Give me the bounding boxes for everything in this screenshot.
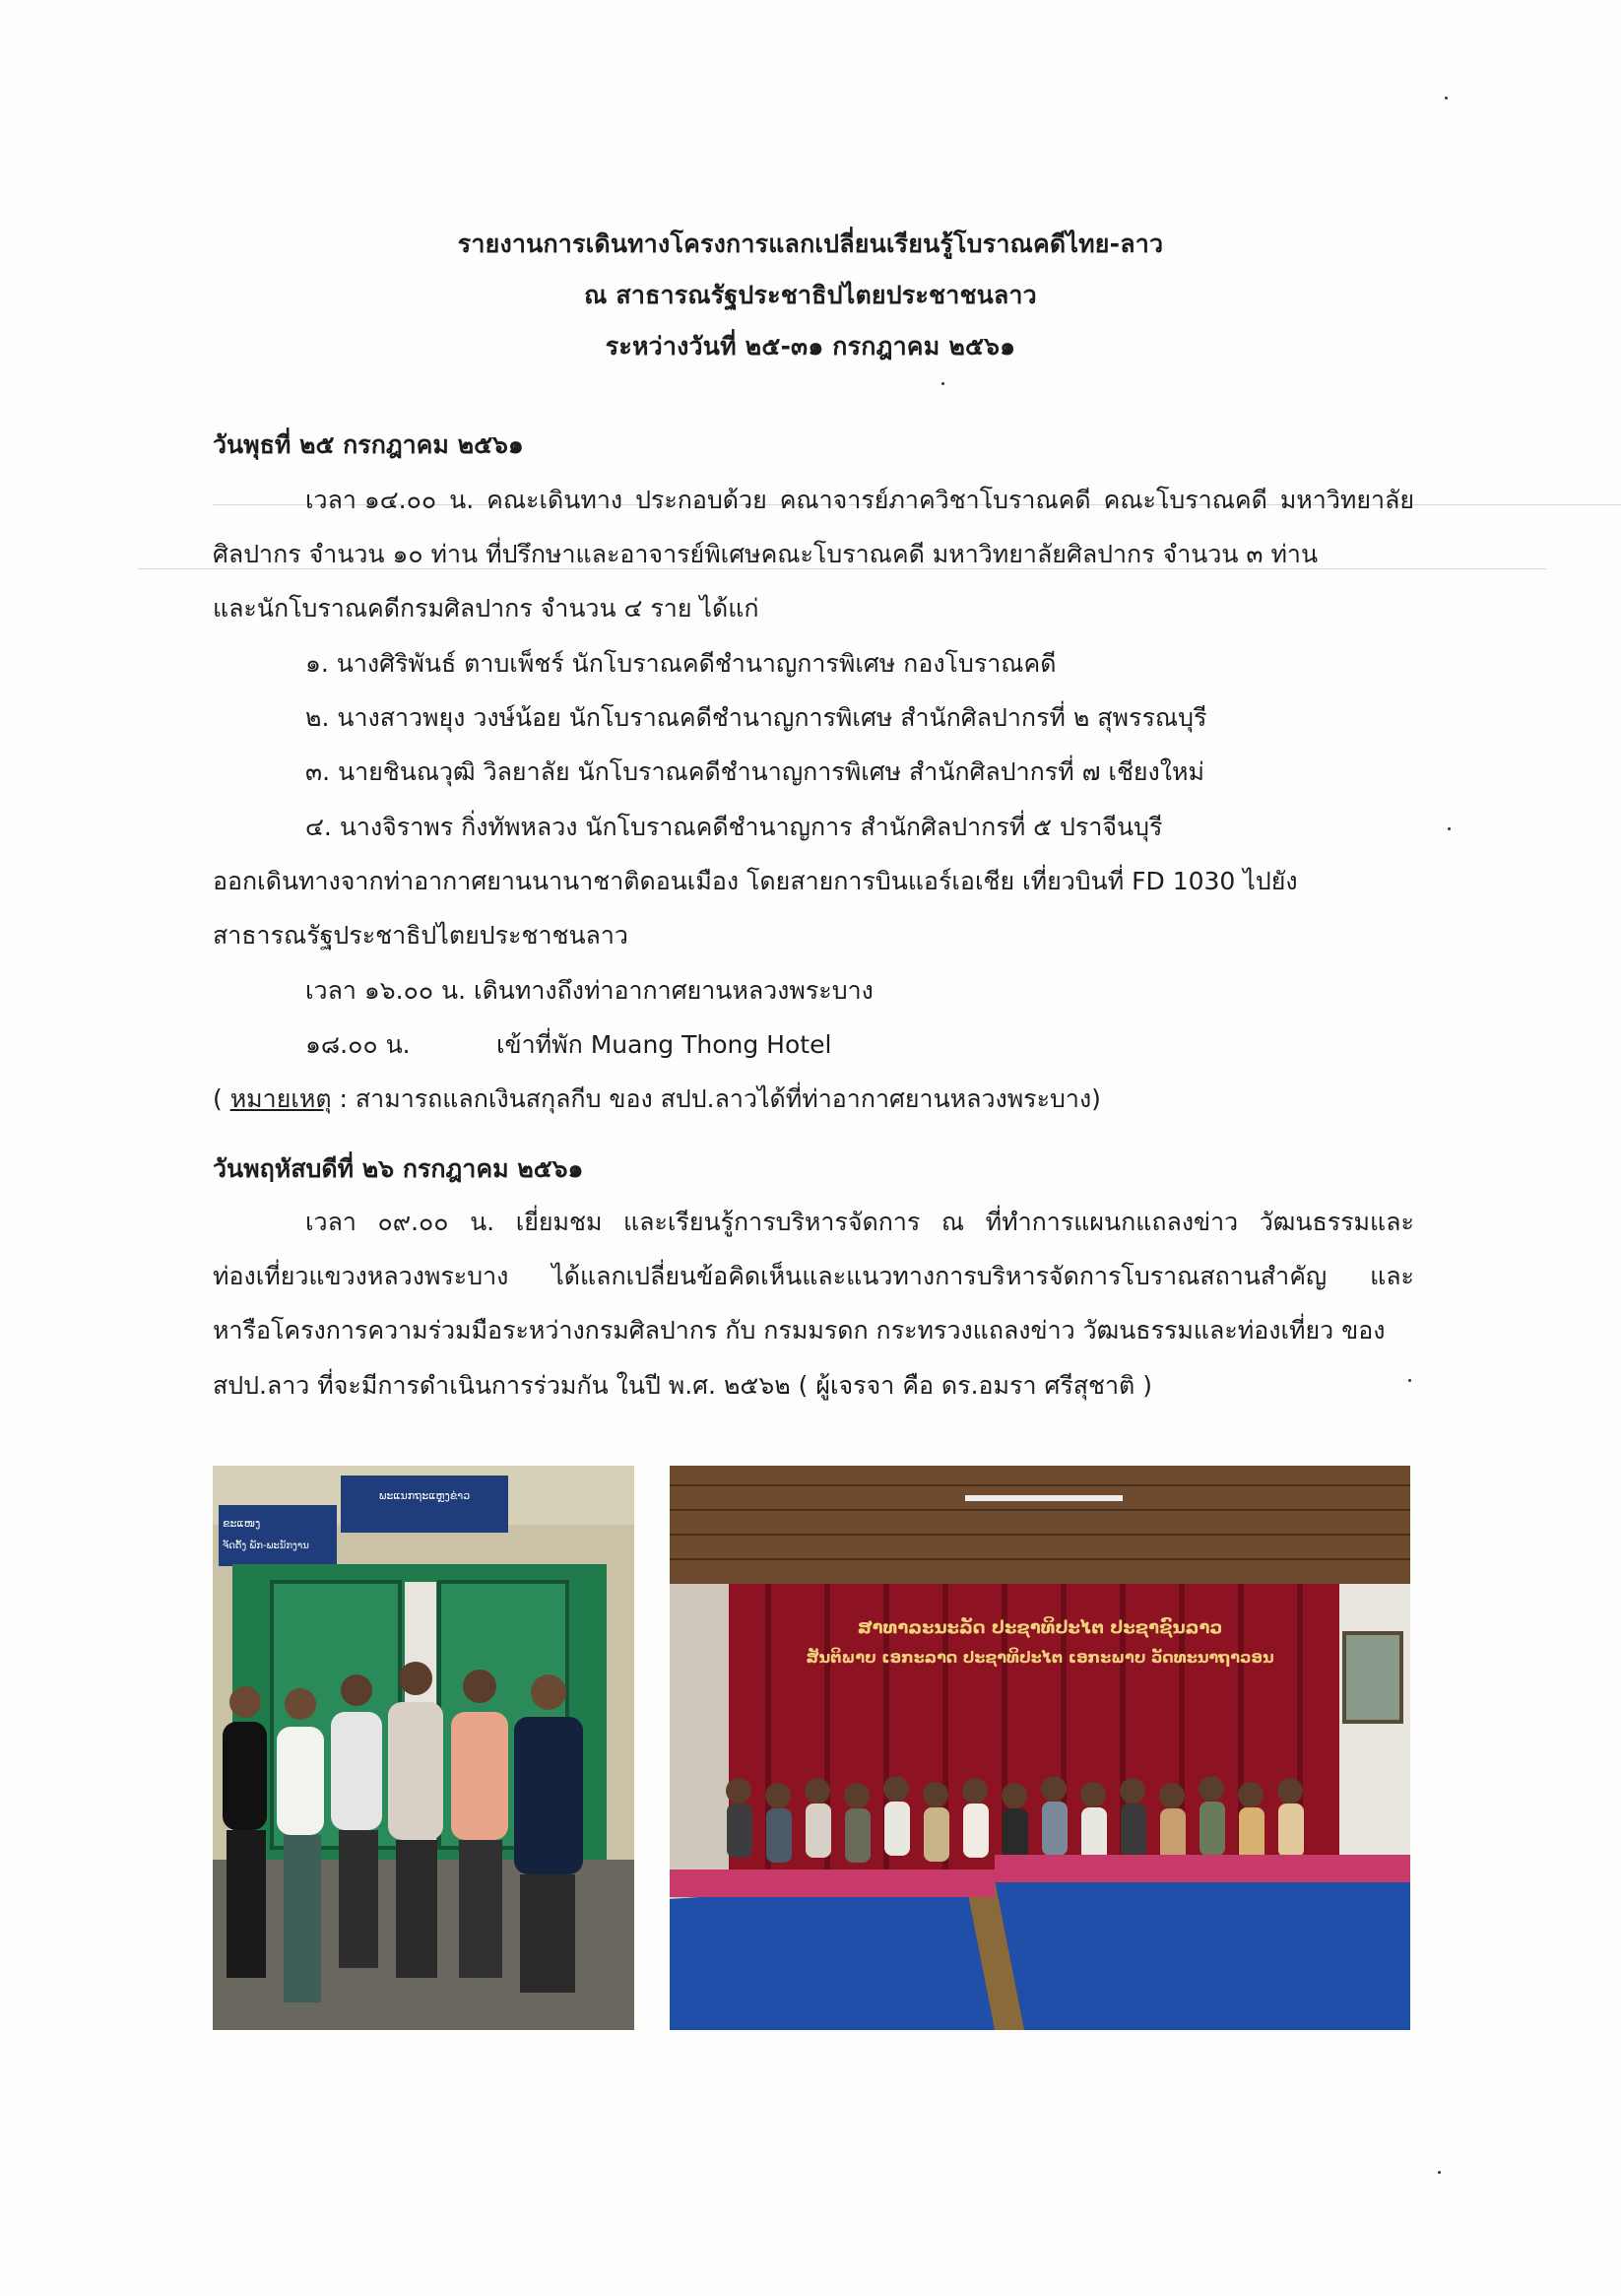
day1-heading: วันพุธที่ ๒๕ กรกฎาคม ๒๕๖๑ [213,430,524,459]
scan-speck [1438,2171,1441,2174]
office-sign-text: ພະແນກຖະແຫຼງຂ່າວ [378,1489,471,1502]
text-span: คณะเดินทาง [486,486,623,514]
member-item-2: ๒. นางสาวพยุง วงษ์น้อย นักโบราณคดีชำนาญการพิเศษ สำนักศิลปากรที่ ๒ สุพรรณบุรี [305,703,1207,732]
day1-para-line-3: และนักโบราณคดีกรมศิลปากร จำนวน ๔ ราย ได้แก่ [213,594,759,623]
text-span: ณ [940,1208,965,1236]
note-label: หมายเหตุ [229,1084,332,1113]
note-open: ( [213,1084,230,1113]
scan-speck [1408,1379,1411,1382]
text-span: น. [470,1208,495,1236]
day2-para-line-2 [213,1257,1414,1296]
scan-speck [1448,827,1451,830]
photo-office-entrance [213,1466,634,2030]
departure-line-1: ออกเดินทางจากท่าอากาศยานนานาชาติดอนเมือง โดยสายการบินแอร์เอเชีย เที่ยวบินที่ FD 1030 ไปยัง [213,867,1298,895]
text-span: วัฒนธรรมและ [1259,1208,1414,1236]
photo-office-entrance-illustration [213,1466,634,2030]
day1-para-line-2: ศิลปากร จำนวน ๑๐ ท่าน ที่ปรึกษาและอาจารย์พิเศษคณะโบราณคดี มหาวิทยาลัยศิลปากร จำนวน ๓ ท่าน [213,540,1319,568]
photo-meeting-room [670,1466,1410,2030]
report-title-line-3: ระหว่างวันที่ ๒๕-๓๑ กรกฎาคม ๒๕๖๑ [605,332,1016,361]
checkin-text: เข้าที่พัก Muang Thong Hotel [496,1030,832,1059]
departure-line-2: สาธารณรัฐประชาธิปไตยประชาชนลาว [213,921,628,950]
text-span: มหาวิทยาลัย [1279,486,1414,514]
checkin-time: ๑๘.๐๐ น. [305,1030,411,1059]
banner-text-line-2: ສັນຕິພາບ ເອກະລາດ ປະຊາທິປະໄຕ ເອກະພາບ ວັດທະນາຖາວອນ [806,1648,1274,1667]
text-span: ประกอบด้วย [635,486,767,514]
text-span: ได้แลกเปลี่ยนข้อคิดเห็นและแนวทางการบริหารจัดการโบราณสถานสำคัญ [551,1262,1328,1290]
report-title-line-2: ณ สาธารณรัฐประชาธิปไตยประชาชนลาว [584,281,1037,309]
text-span: และ [1370,1262,1414,1290]
day2-para-line-4: สปป.ลาว ที่จะมีการดำเนินการร่วมกัน ในปี พ.ศ. ๒๕๖๒ ( ผู้เจรจา คือ ดร.อมรา ศรีสุชาติ ) [213,1371,1152,1400]
text-span: เยี่ยมชม [515,1208,603,1236]
report-title-line-1: รายงานการเดินทางโครงการแลกเปลี่ยนเรียนรู้โบราณคดีไทย-ลาว [457,230,1164,258]
day1-para-line-1 [305,481,1414,520]
text-span: เวลา [305,1208,357,1236]
scan-speck [1445,97,1448,99]
note-text: : สามารถแลกเงินสกุลกีบ ของ สปป.ลาวได้ที่ท่าอากาศยานหลวงพระบาง) [331,1084,1101,1113]
note-line [213,1080,1101,1119]
day2-para-line-1 [305,1203,1414,1242]
text-span: ที่ทำการแผนกแถลงข่าว [985,1208,1239,1236]
member-item-1: ๑. นางศิริพันธ์ ตาบเพ็ชร์ นักโบราณคดีชำนาญการพิเศษ กองโบราณคดี [305,649,1057,678]
scan-speck [941,382,944,385]
office-sign-text: ຂະແໜງ [223,1517,261,1530]
photo-meeting-room-illustration [670,1466,1410,2030]
text-span: ท่องเที่ยวแขวงหลวงพระบาง [213,1262,509,1290]
office-sign-text: ຈັດຕັ້ງ ພັກ-ພະນັກງານ [223,1541,309,1551]
text-span: ๐๙.๐๐ [377,1208,449,1236]
member-item-4: ๔. นางจิราพร กิ่งทัพหลวง นักโบราณคดีชำนาญการ สำนักศิลปากรที่ ๕ ปราจีนบุรี [305,813,1163,841]
text-span: และเรียนรู้การบริหารจัดการ [623,1208,921,1236]
text-span: เวลา ๑๔.๐๐ [305,486,437,514]
text-span: คณาจารย์ภาควิชาโบราณคดี [779,486,1091,514]
member-item-3: ๓. นายชินณวุฒิ วิลยาลัย นักโบราณคดีชำนาญการพิเศษ สำนักศิลปากรที่ ๗ เชียงใหม่ [305,757,1204,786]
arrival-line: เวลา ๑๖.๐๐ น. เดินทางถึงท่าอากาศยานหลวงพระบาง [305,976,874,1005]
banner-text-line-1: ສາທາລະນະລັດ ປະຊາທິປະໄຕ ປະຊາຊົນລາວ [857,1617,1223,1638]
day2-heading: วันพฤหัสบดีที่ ๒๖ กรกฎาคม ๒๕๖๑ [213,1154,584,1183]
day2-para-line-3: หารือโครงการความร่วมมือระหว่างกรมศิลปากร กับ กรมมรดก กระทรวงแถลงข่าว วัฒนธรรมและท่องเที่ยว ของ [213,1316,1386,1345]
text-span: น. [449,486,475,514]
text-span: คณะโบราณคดี [1103,486,1267,514]
